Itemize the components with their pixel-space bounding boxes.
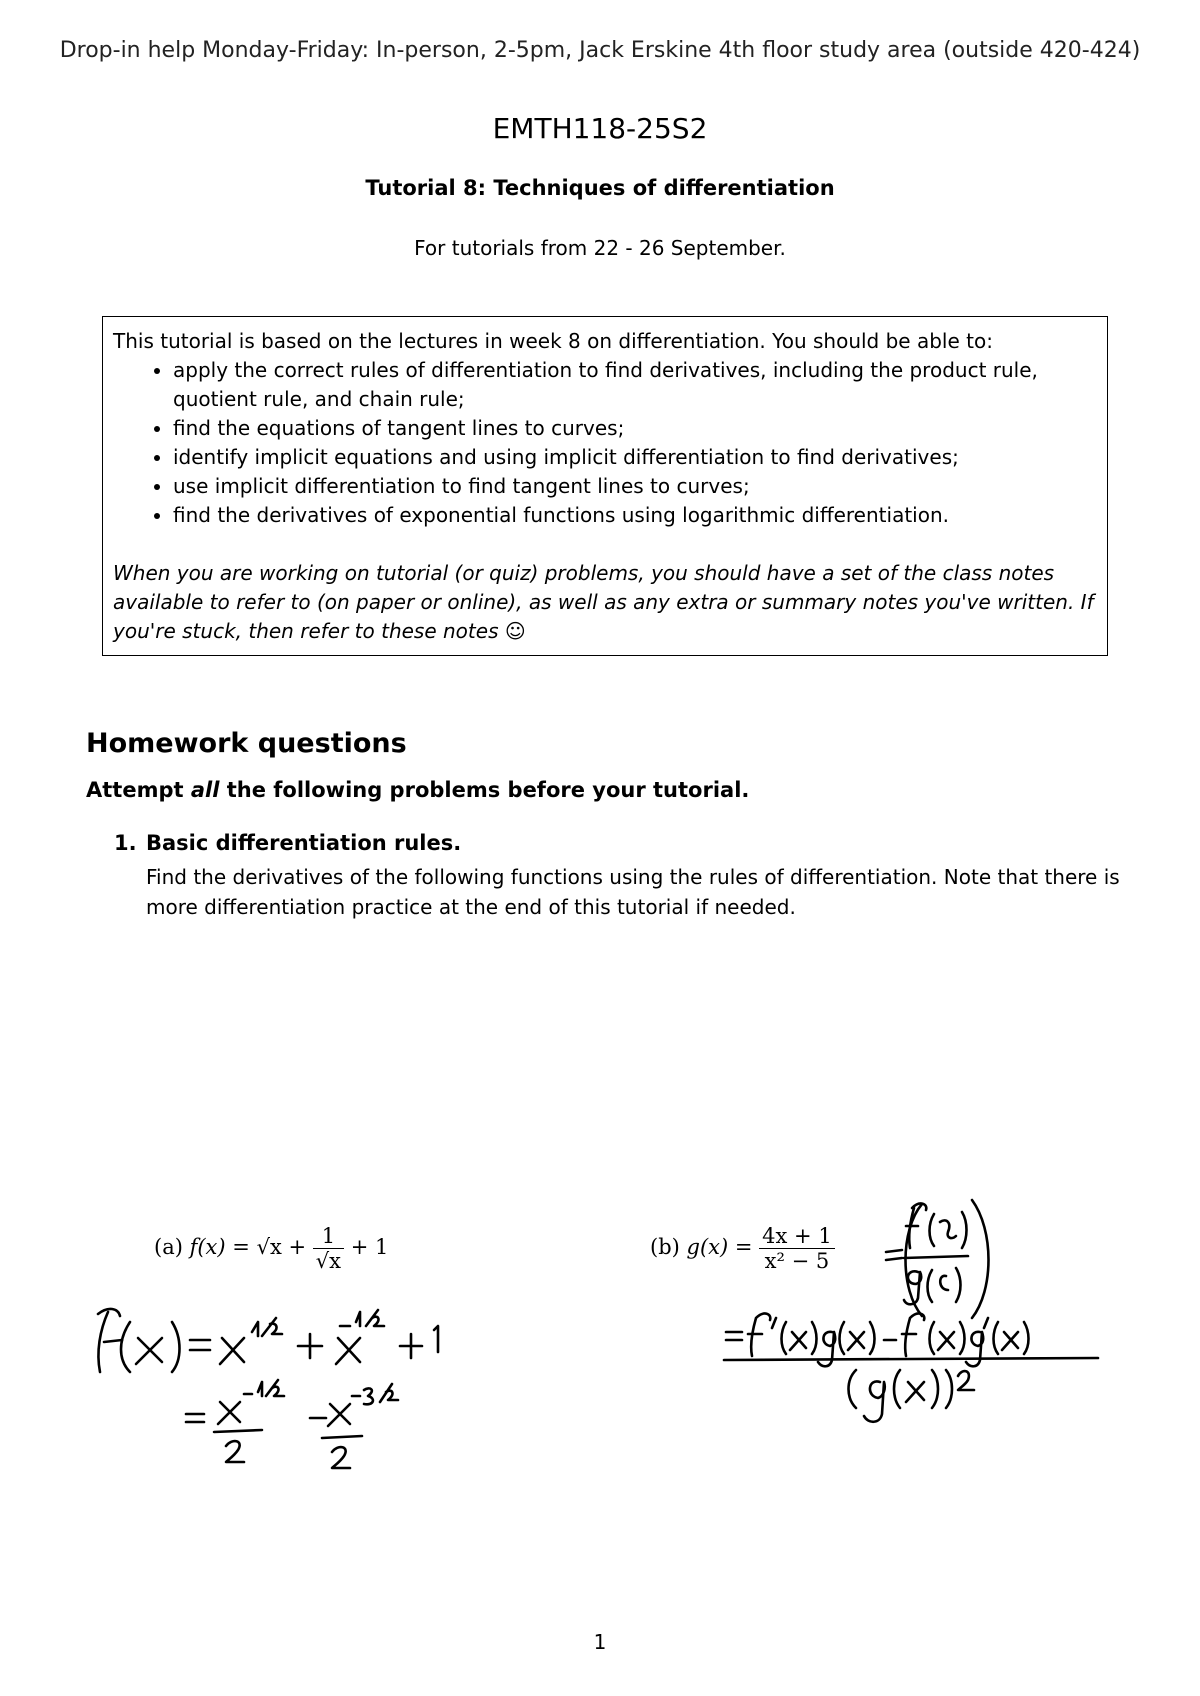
- part-a-numerator: 1: [313, 1224, 344, 1249]
- dropin-help-line: Drop-in help Monday-Friday: In-person, 2-5pm, Jack Erskine 4th floor study area (outside 420-424): [59, 38, 1141, 63]
- part-b-denominator: x² − 5: [764, 1249, 830, 1273]
- handwriting-part-b-line1: [886, 1200, 989, 1318]
- homework-heading: Homework questions: [86, 728, 407, 759]
- handwriting-part-a-line1: [98, 1309, 438, 1372]
- part-a-term1: √x: [256, 1235, 282, 1259]
- question-body: Find the derivatives of the following functions using the rules of differentiation. Note that there is more differentiation practice at the end of this tutorial if needed.: [146, 865, 1120, 919]
- instruction-emphasis: all: [190, 778, 220, 802]
- instruction-pre: Attempt: [86, 778, 191, 802]
- page-number: 1: [593, 1630, 607, 1654]
- part-a-label: (a): [154, 1235, 183, 1259]
- question-title: Basic differentiation rules.: [146, 831, 462, 855]
- part-a-denominator: √x: [315, 1249, 342, 1273]
- part-a-plus: +: [288, 1235, 307, 1259]
- part-b-numerator: 4x + 1: [759, 1224, 835, 1249]
- instruction-post: the following problems before your tutorial.: [219, 778, 750, 802]
- tutorial-title: Tutorial 8: Techniques of differentiation: [365, 176, 835, 200]
- objective-item: • find the equations of tangent lines to curves;: [173, 414, 1097, 443]
- objective-item: • use implicit differentiation to find tangent lines to curves;: [173, 472, 1097, 501]
- handwriting-part-a-line2: [186, 1380, 398, 1468]
- objective-item: • apply the correct rules of differentiation to find derivatives, including the product rule, quotient rule, and chain rule;: [173, 356, 1097, 414]
- part-a-lhs: f(x) =: [189, 1235, 250, 1259]
- part-b-lhs: g(x) =: [686, 1235, 753, 1259]
- part-b-label: (b): [650, 1235, 680, 1259]
- question-number: 1.: [114, 831, 137, 855]
- objectives-intro: This tutorial is based on the lectures in week 8 on differentiation. You should be able to:: [113, 329, 993, 353]
- course-code: EMTH118-25S2: [492, 112, 708, 145]
- handwriting-part-b-line2: [724, 1314, 1098, 1422]
- study-note: When you are working on tutorial (or quiz) problems, you should have a set of the class notes available to refer to (on paper or online), as well as any extra or summary notes you've written. If you're stuck, then refer to these notes ☺: [113, 561, 1094, 643]
- objective-item: • find the derivatives of exponential functions using logarithmic differentiation.: [173, 501, 1097, 530]
- tutorial-dates: For tutorials from 22 - 26 September.: [414, 236, 786, 260]
- part-a-tail: + 1: [350, 1235, 389, 1259]
- objective-item: • identify implicit equations and using implicit differentiation to find derivatives;: [173, 443, 1097, 472]
